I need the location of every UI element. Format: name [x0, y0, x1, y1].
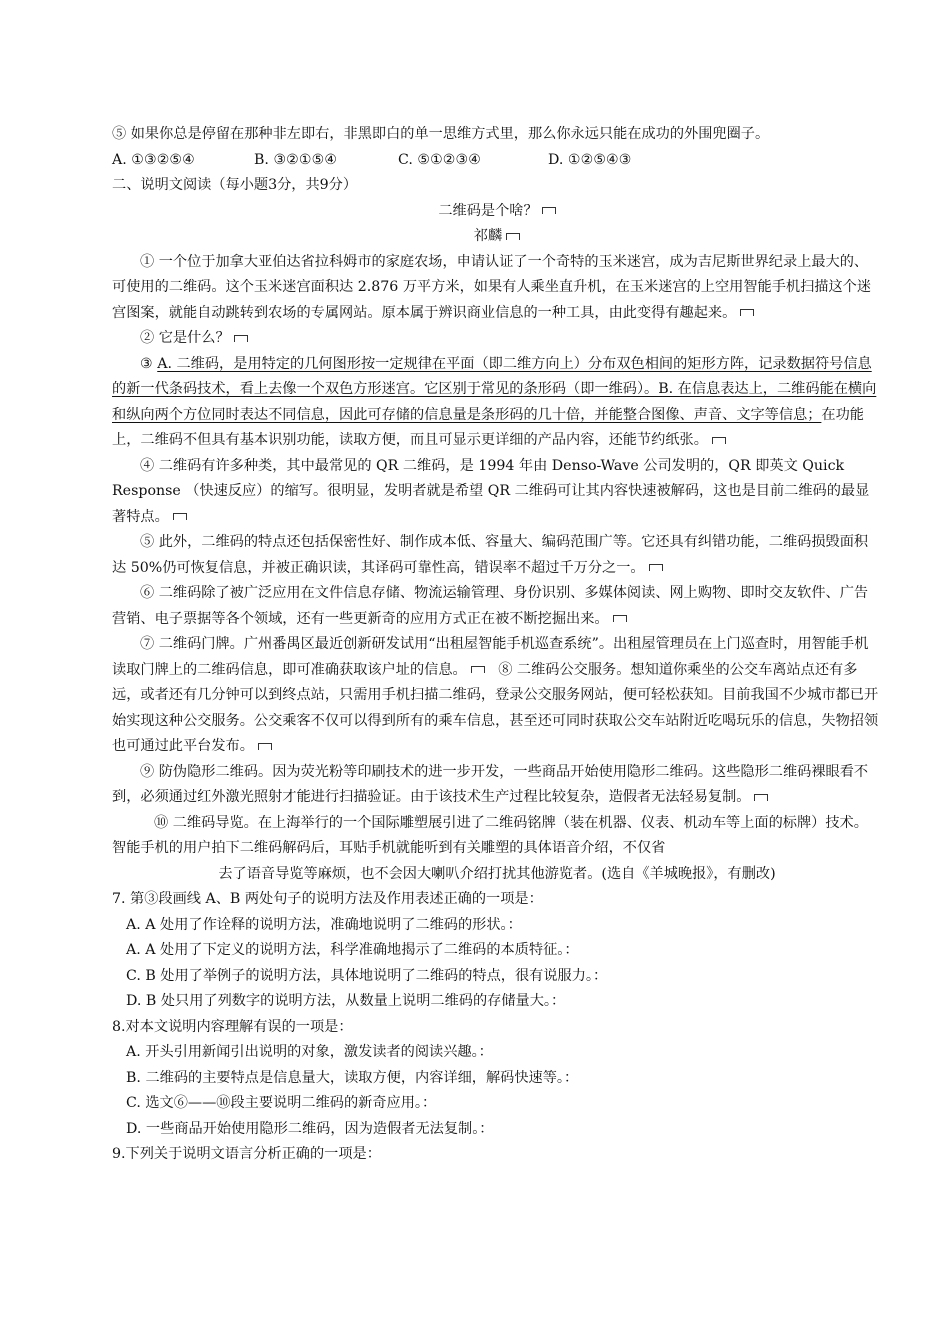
edit-mark-icon — [471, 666, 485, 673]
paragraph-7-8: ⑦ 二维码门牌。广州番禺区最近创新研发试用“出租屋智能手机巡查系统”。出租屋管理员在上门巡查时，用智能手机读取门牌上的二维码信息，即可准确获取该户址的信息。 ⑧ 二维码公交服务。想知道你乘坐的公交车离站点还有多远，或者还有几分钟可以到终点站，只需用手机扫描二维码，登录公交服务网站，便可轻松获知。目前我国不少城市都已开始实现这种公交服务。公交乘客不仅可以得到所有的乘车信息，甚至还可同时获取公交车站附近吃喝玩乐的信息，失物招领也可通过此平台发布。 — [112, 636, 879, 754]
edit-mark-icon — [740, 309, 754, 316]
edit-mark-icon — [258, 743, 272, 750]
section-heading: 二、说明文阅读（每小题3分，共9分） — [112, 177, 358, 193]
option-c: C. ⑤①②③④ — [398, 151, 481, 168]
edit-mark-icon — [542, 207, 556, 214]
question-8: 8.对本文说明内容理解有误的一项是： — [112, 1018, 353, 1035]
q7-option-a: A. A 处用了作诠释的说明方法，准确地说明了二维码的形状。： — [126, 916, 522, 933]
question-9: 9.下列关于说明文语言分析正确的一项是： — [112, 1146, 381, 1162]
edit-mark-icon — [173, 513, 187, 520]
option-b: B. ③②①⑤④ — [254, 151, 338, 168]
q7-option-c: C. B 处用了举例子的说明方法，具体地说明了二维码的特点，很有说服力。： — [126, 967, 608, 984]
q8-option-a: A. 开头引用新闻引出说明的对象，激发读者的阅读兴趣。： — [126, 1044, 493, 1060]
q8-option-d: D. 一些商品开始使用隐形二维码，因为造假者无法复制。： — [126, 1120, 494, 1137]
question-7: 7. 第③段画线 A、B 两处句子的说明方法及作用表述正确的一项是： — [112, 891, 543, 907]
paragraph-5: ⑤ 此外，二维码的特点还包括保密性好、制作成本低、容量大、编码范围广等。它还具有纠错功能，二维码损毁面积达 50%仍可恢复信息，并被正确识读，其译码可靠性高，错误率不超过千万分之一。 — [112, 534, 869, 576]
underlined-sentences: A. 二维码，是用特定的几何图形按一定规律在平面（即二维方向上）分布双色相间的矩形方阵，记录数据符号信息的新一代条码技术，看上去像一个双色方形迷宫。它区别于常见的条形码（即一维码）。B. 在信息表达上，二维码能在横向和纵向两个方位同时表达不同信息，因此可存储的信息量是条形码的几十倍，并能整合图像、声音、文字等信息； — [112, 355, 877, 423]
top-line-5: ⑤ 如果你总是停留在那种非左即右，非黑即白的单一思维方式里，那么你永远只能在成功的外围兜圈子。 — [112, 126, 770, 142]
edit-mark-icon — [712, 437, 726, 444]
option-a: A. ①③②⑤④ — [112, 151, 195, 168]
paragraph-10-end: 去了语音导览等麻烦，也不会因大喇叭介绍打扰其他游览者。(选自《羊城晚报》，有删改) — [218, 865, 776, 882]
paragraph-6: ⑥ 二维码除了被广泛应用在文件信息存储、物流运输管理、身份识别、多媒体阅读、网上购物、即时交友软件、广告营销、电子票据等各个领域，还有一些更新奇的应用方式正在被不断挖掘出来。 — [112, 585, 869, 627]
q7-option-d: D. B 处只用了列数字的说明方法，从数量上说明二维码的存储量大。： — [126, 993, 566, 1009]
article-title: 二维码是个啥？ — [112, 199, 882, 225]
edit-mark-icon — [649, 564, 663, 571]
paragraph-1: ① 一个位于加拿大亚伯达省拉科姆市的家庭农场，申请认证了一个奇特的玉米迷宫，成为吉尼斯世界纪录上最大的、可使用的二维码。这个玉米迷宫面积达 2.876 万平方米，如果有人乘坐直升机，在玉米迷宫的上空用智能手机扫描这个迷宫图案，就能自动跳转到农场的专属网站。原本属于辨识商业信息的一种工具，由此变得有趣起来。 — [112, 253, 872, 321]
article-author: 祁麟 — [112, 224, 882, 250]
paragraph-3: ③ A. 二维码，是用特定的几何图形按一定规律在平面（即二维方向上）分布双色相间的矩形方阵，记录数据符号信息的新一代条码技术，看上去像一个双色方形迷宫。它区别于常见的条形码（即一维码）。B. 在信息表达上，二维码能在横向和纵向两个方位同时表达不同信息，因此可存储的信息量是条形码的几十倍，并能整合图像、声音、文字等信息；在功能上，二维码不但具有基本识别功能，读取方便，而且可显示更详细的产品内容，还能节约纸张。 — [112, 355, 877, 448]
ordering-options — [112, 148, 882, 174]
paragraph-9: ⑨ 防伪隐形二维码。因为荧光粉等印刷技术的进一步开发，一些商品开始使用隐形二维码。这些隐形二维码裸眼看不到，必须通过红外激光照射才能进行扫描验证。由于该技术生产过程比较复杂，造假者无法轻易复制。 — [112, 763, 869, 805]
edit-mark-icon — [754, 794, 768, 801]
paragraph-10: ⑩ 二维码导览。在上海举行的一个国际雕塑展引进了二维码铭牌（装在机器、仪表、机动车等上面的标牌）技术。智能手机的用户拍下二维码解码后，耳贴手机就能听到有关雕塑的具体语音介绍，不仅省 — [112, 814, 868, 856]
edit-mark-icon — [613, 615, 627, 622]
q8-option-c: C. 选文⑥——⑩段主要说明二维码的新奇应用。： — [126, 1095, 437, 1111]
paragraph-2: ② 它是什么？ — [112, 326, 882, 352]
option-d: D. ①②⑤④③ — [548, 151, 632, 168]
q8-option-b: B. 二维码的主要特点是信息量大，读取方便，内容详细，解码快速等。： — [126, 1069, 579, 1086]
edit-mark-icon — [506, 233, 520, 240]
edit-mark-icon — [234, 335, 248, 342]
q7-option-b: A. A 处用了下定义的说明方法，科学准确地揭示了二维码的本质特征。： — [126, 942, 579, 958]
paragraph-4: ④ 二维码有许多种类，其中最常见的 QR 二维码，是 1994 年由 Denso-Wave 公司发明的，QR 即英文 Quick Response （快速反应）的缩写。很明显，发明者就是希望 QR 二维码可让其内容快速被解码，这也是目前二维码的最显著特点。 — [112, 457, 870, 525]
